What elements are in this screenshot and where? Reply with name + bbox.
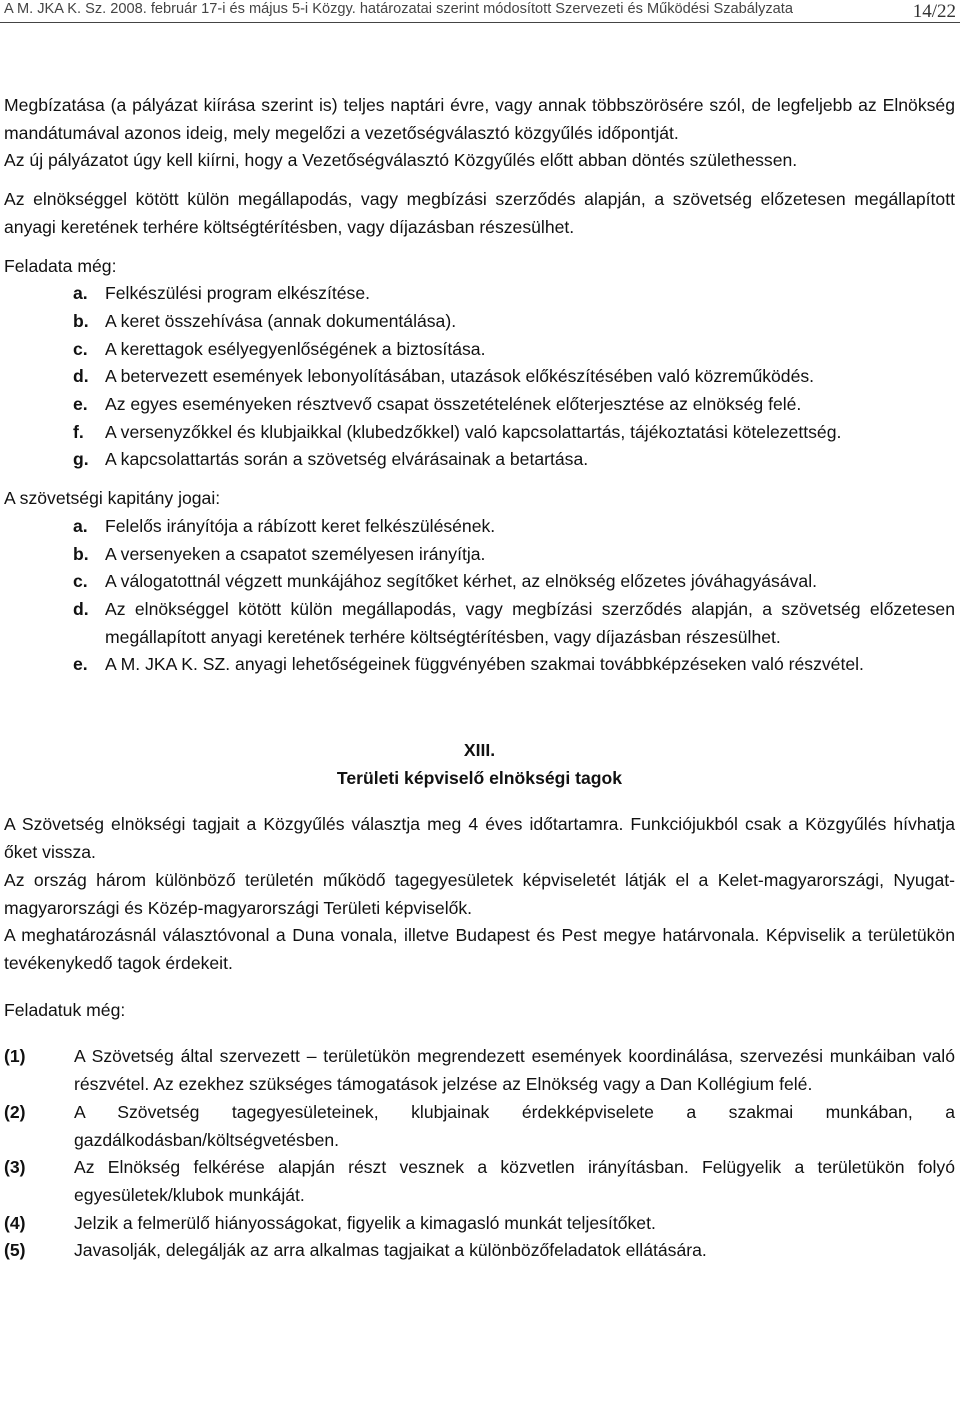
list-marker: c. [73, 571, 88, 592]
list-marker: f. [73, 421, 84, 442]
list-item-text: A versenyeken a csapatot személyesen irányítja. [105, 543, 486, 564]
paragraph-boundary: A meghatározásnál választóvonal a Duna vonala, illetve Budapest és Pest megye határvonala. Képviselik a területükön tevékenykedő tagok érdekeit. [4, 925, 955, 973]
list-item-text: Javasolják, delegálják az arra alkalmas tagjaikat a különbözőfeladatok ellátására. [74, 1240, 707, 1261]
list-marker: (3) [4, 1157, 26, 1178]
paragraph-tender: Az új pályázatot úgy kell kiírni, hogy a Vezetőségválasztó Közgyűlés előtt abban döntés születhessen. [4, 150, 798, 171]
page-number: 14/22 [912, 1, 956, 22]
paragraph-compensation: Az elnökséggel kötött külön megállapodás, vagy megbízási szerződés alapján, a szövetség előzetesen megállapított anyagi keretének terhére költségtérítésben, vagy díjazásban részesülhet. [4, 189, 955, 237]
list-item [4, 1154, 955, 1209]
list-item [4, 513, 955, 541]
list-item-text: Jelzik a felmerülő hiányosságokat, figyelik a kimagasló munkát teljesítőket. [74, 1212, 656, 1233]
list-marker: g. [73, 449, 89, 470]
list-item [4, 363, 955, 391]
header-divider [0, 22, 960, 23]
list-item-text: Az egyes eseményeken résztvevő csapat összetételének előterjesztése az elnökség felé. [105, 394, 802, 415]
list-item-text: A M. JKA K. SZ. anyagi lehetőségeinek függvényében szakmai továbbképzéseken való részvétel. [105, 654, 864, 675]
header-title: A M. JKA K. Sz. 2008. február 17-i és május 5-i Közgy. határozatai szerint módosított Szervezeti és Működési Szabályzata [4, 1, 793, 17]
list-marker: (4) [4, 1212, 26, 1233]
list-item [4, 419, 955, 447]
list-item-text: A Szövetség által szervezett – területükön megrendezett események koordinálása, szervezési munkáiban való részvétel. Az ezekhez szükséges támogatások jelzése az Elnökség vagy a Dan Kollégium felé. [74, 1046, 955, 1095]
list-marker: d. [73, 598, 89, 619]
list-item-text: A betervezett események lebonyolításában, utazások előkészítésében való közreműködés. [105, 366, 815, 387]
list-item-text: A válogatottnál végzett munkájához segítőket kérhet, az elnökség előzetes jóváhagyásával. [105, 571, 818, 592]
list-item [4, 1210, 955, 1238]
list-item [4, 391, 955, 419]
list-item-text: A Szövetség tagegyesületeinek, klubjainak érdekképviselete a szakmai munkában, a gazdálkodásban/költségvetésben. [74, 1101, 955, 1150]
duties-list [4, 280, 955, 474]
list-marker: e. [73, 654, 88, 675]
list-item-text: Felelős irányítója a rábízott keret felkészülésének. [105, 515, 496, 536]
tasks-list [4, 1043, 955, 1265]
list-marker: a. [73, 283, 88, 304]
paragraph-mandate: Megbízatása (a pályázat kiírása szerint is) teljes naptári évre, vagy annak többszörösére szól, de legfeljebb az Elnökség mandátumával azonos ideig, mely megelőzi a vezetőségválasztó közgyűlés időpontját. [4, 95, 955, 143]
list-item-text: A kerettagok esélyegyenlőségének a biztosítása. [105, 338, 486, 359]
section-number: XIII. [463, 740, 496, 761]
list-item [4, 336, 955, 364]
list-item [4, 1043, 955, 1098]
page-header [0, 0, 960, 24]
list-marker: (5) [4, 1240, 26, 1261]
list-marker: (2) [4, 1101, 26, 1122]
section-title: Területi képviselő elnökségi tagok [336, 767, 623, 788]
list-title-tasks: Feladatuk még: [4, 999, 126, 1020]
list-item [4, 1237, 955, 1265]
list-item [4, 651, 955, 679]
list-item [4, 446, 955, 474]
list-marker: (1) [4, 1046, 26, 1067]
list-marker: b. [73, 543, 89, 564]
list-item [4, 280, 955, 308]
list-item-text: A versenyzőkkel és klubjaikkal (klubedzőkkel) való kapcsolattartás, tájékoztatási kötelezettség. [105, 421, 842, 442]
list-item [4, 568, 955, 596]
paragraph-election: A Szövetség elnökségi tagjait a Közgyűlés választja meg 4 éves időtartamra. Funkciójukból csak a Közgyűlés hívhatja őket vissza. [4, 814, 955, 863]
list-title-duties: Feladata még: [4, 255, 117, 276]
list-item [4, 308, 955, 336]
list-marker: b. [73, 310, 89, 331]
list-item-text: A keret összehívása (annak dokumentálása). [105, 310, 457, 331]
list-item-text: A kapcsolattartás során a szövetség elvárásainak a betartása. [105, 449, 589, 470]
list-marker: a. [73, 515, 88, 536]
list-item [4, 1099, 955, 1154]
list-item [4, 596, 955, 651]
rights-list [4, 513, 955, 679]
list-marker: d. [73, 366, 89, 387]
list-marker: c. [73, 338, 88, 359]
list-marker: e. [73, 394, 88, 415]
list-item [4, 541, 955, 569]
list-title-rights: A szövetségi kapitány jogai: [4, 488, 221, 509]
list-item-text: Az Elnökség felkérése alapján részt vesznek a közvetlen irányításban. Felügyelik a területükön folyó egyesületek/klubok munkáját. [74, 1157, 955, 1205]
list-item-text: Az elnökséggel kötött külön megállapodás, vagy megbízási szerződés alapján, a szövetség előzetesen megállapított anyagi keretének terhére költségtérítésben, vagy díjazásban részesülhet. [105, 598, 955, 647]
document-body [4, 92, 955, 1265]
paragraph-regions: Az ország három különböző területén működő tagegyesületek képviseletét látják el a Kelet-magyarországi, Nyugat-magyarországi és Közép-magyarországi Területi képviselők. [4, 869, 955, 918]
list-item-text: Felkészülési program elkészítése. [105, 283, 370, 304]
